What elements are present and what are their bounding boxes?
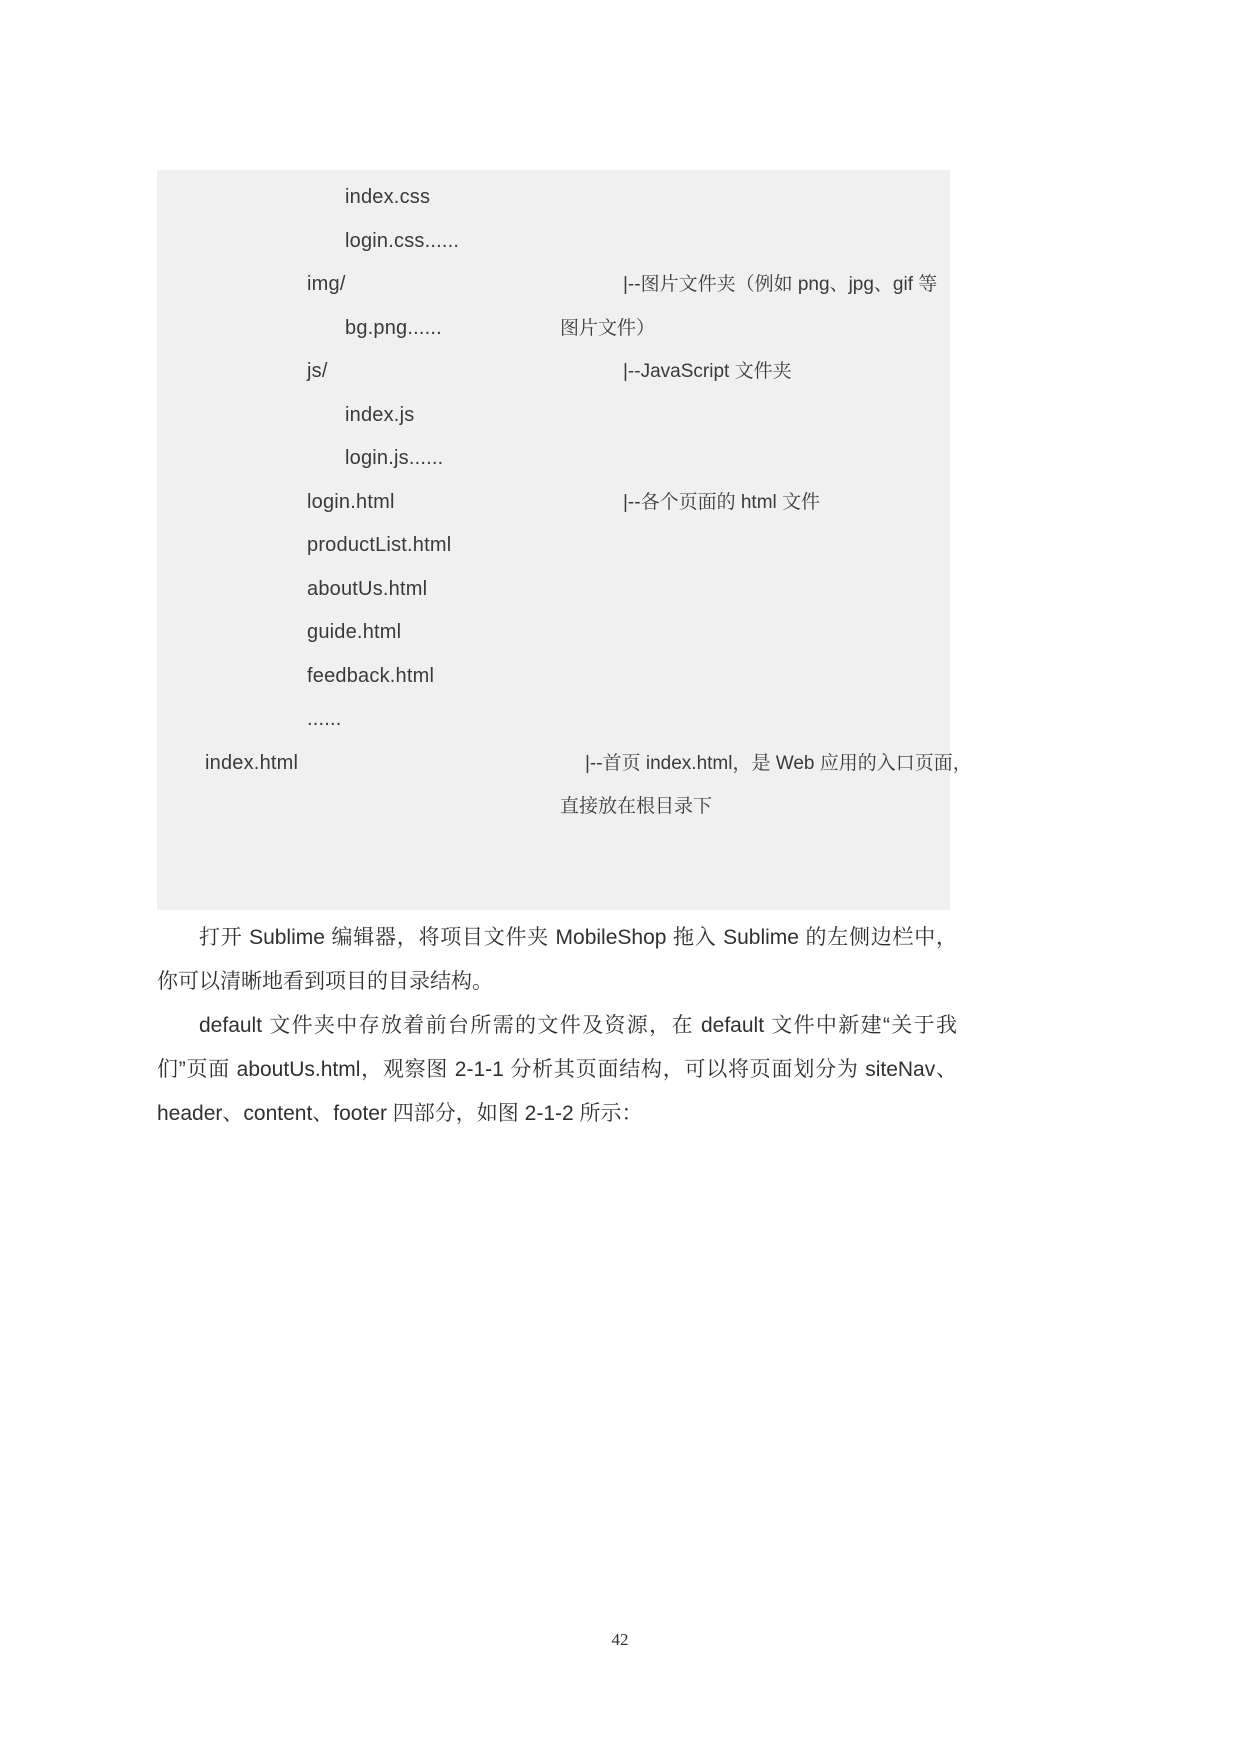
- file-name: guide.html: [307, 621, 402, 643]
- ellipsis-placeholder: ......: [307, 708, 342, 730]
- tree-row: [157, 350, 950, 394]
- tree-row: [157, 394, 950, 438]
- file-name: index.css: [345, 186, 431, 208]
- tree-row: [157, 263, 950, 307]
- tree-row: [157, 437, 950, 481]
- tree-comment: |--各个页面的 html 文件: [623, 491, 821, 513]
- folder-name: js/: [307, 360, 328, 382]
- file-name: bg.png......: [345, 316, 442, 339]
- file-name: index.html: [205, 751, 299, 774]
- tree-row: [157, 785, 950, 829]
- paragraph: default 文件夹中存放着前台所需的文件及资源，在 default 文件中新建“关于我们”页面 aboutUs.html，观察图 2-1-1 分析其页面结构，可以将页面划分为 siteNav、header、content、footer 四部分，如图 2-1-2 所示：: [157, 1014, 957, 1125]
- body-text: [157, 916, 957, 1136]
- file-name: login.css......: [345, 229, 460, 252]
- tree-row: [157, 307, 950, 351]
- tree-row: [157, 220, 950, 264]
- tree-row: [157, 481, 950, 525]
- tree-row: [157, 742, 972, 786]
- directory-structure-block: [157, 170, 972, 910]
- file-name: feedback.html: [307, 664, 435, 687]
- file-name: aboutUs.html: [307, 577, 428, 600]
- tree-row: [157, 655, 950, 699]
- tree-row: [157, 611, 950, 655]
- tree-comment: |--JavaScript 文件夹: [623, 361, 792, 382]
- page-number: 42: [611, 1630, 629, 1649]
- file-name: productList.html: [307, 534, 452, 556]
- file-name: login.js......: [345, 447, 444, 469]
- tree-comment: 直接放在根目录下: [560, 796, 713, 817]
- tree-row: [157, 568, 950, 612]
- tree-row: [157, 698, 950, 742]
- tree-comment: |--图片文件夹（例如 png、jpg、gif 等: [623, 274, 938, 295]
- tree-row: [157, 176, 950, 220]
- file-name: login.html: [307, 490, 395, 513]
- file-name: index.js: [345, 403, 415, 426]
- folder-name: img/: [307, 273, 346, 295]
- tree-comment: |--首页 index.html，是 Web 应用的入口页面，: [585, 752, 972, 774]
- paragraph: 打开 Sublime 编辑器，将项目文件夹 MobileShop 拖入 Sublime 的左侧边栏中，你可以清晰地看到项目的目录结构。: [157, 926, 957, 993]
- tree-comment: 图片文件）: [560, 317, 656, 339]
- tree-row: [157, 524, 950, 568]
